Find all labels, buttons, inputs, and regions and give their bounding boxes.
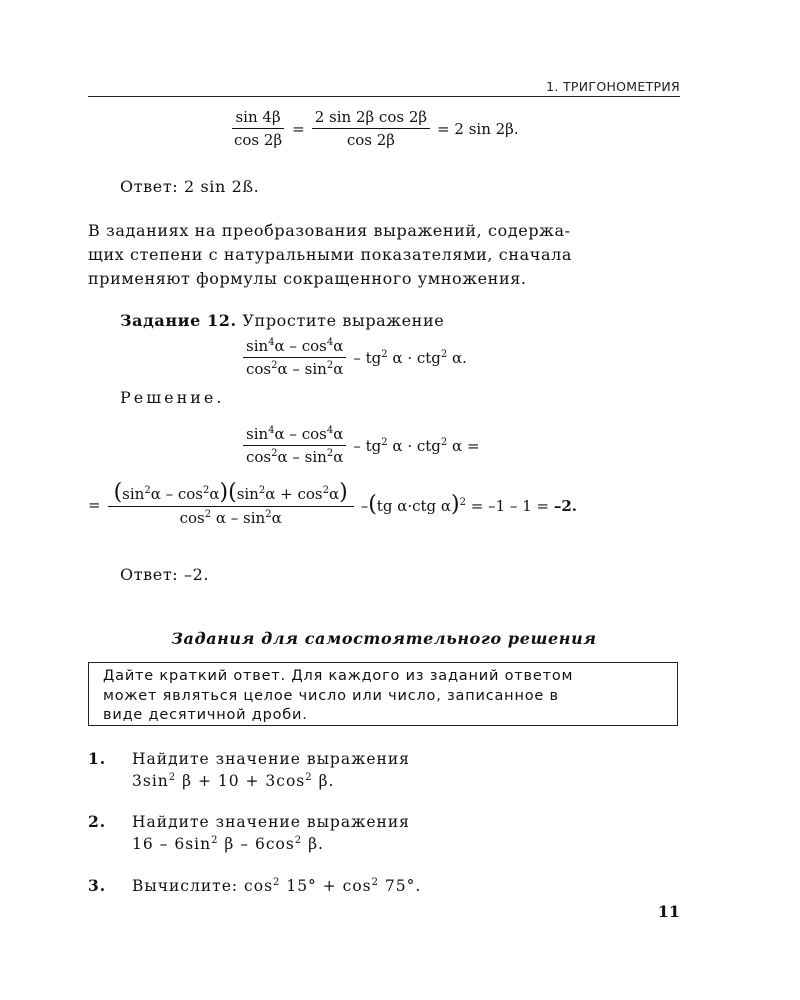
answer-1 <box>120 175 259 199</box>
task-text: Упростите выражение <box>242 311 445 330</box>
paragraph-line: щих степени с натуральными показателями, сначала <box>88 245 572 264</box>
task-label: Задание 12. <box>120 311 237 330</box>
fraction <box>312 108 430 149</box>
numerator: $\sin^4\alpha - \cos^4\alpha$ <box>243 337 346 358</box>
exercise-expression: $16 - 6\sin^2$ β – $6\cos^2$ β. <box>132 835 324 853</box>
fraction <box>243 337 346 378</box>
denominator: $\cos^2 \alpha - \sin^2\alpha$ <box>179 509 282 527</box>
box-line: может являться целое число или число, записанное в <box>103 687 559 704</box>
numerator: $\sin^4\alpha - \cos^4\alpha$ <box>243 425 346 446</box>
exercise-title: Найдите значение выражения <box>132 750 410 768</box>
paragraph-line: применяют формулы сокращенного умножения. <box>88 269 527 288</box>
denominator: $\cos^2\alpha - \sin^2\alpha$ <box>246 448 344 466</box>
exercise-number: 2. <box>88 812 107 831</box>
page-number: 11 <box>657 902 680 921</box>
box-line: Дайте краткий ответ. Для каждого из заданий ответом <box>103 668 574 684</box>
instruction-box <box>88 662 678 726</box>
exercise-body <box>132 748 410 792</box>
box-line: виде десятичной дроби. <box>103 707 308 723</box>
fraction <box>231 108 285 149</box>
running-header: 1. ТРИГОНОМЕТРИЯ <box>546 79 680 94</box>
answer-2 <box>120 563 209 587</box>
numerator: 2 sin 2β cos 2β <box>312 108 430 129</box>
exercise-body <box>132 811 410 855</box>
denominator: cos 2β <box>346 131 395 149</box>
expression-tail: –(tg α·ctg α)$^2$ = –1 – 1 = –2. <box>360 491 578 517</box>
exercise-title: Найдите значение выражения <box>132 813 410 831</box>
answer-value: –2. <box>183 565 210 584</box>
section-title: Задания для самостоятельного решения <box>171 629 597 648</box>
exercise-body <box>132 875 421 897</box>
answer-value: 2 sin 2ß. <box>183 177 260 196</box>
answer-label: Ответ: <box>120 565 179 584</box>
task-12-expression <box>240 337 471 378</box>
denominator: $\cos^2\alpha - \sin^2\alpha$ <box>246 360 344 378</box>
task-12-heading <box>120 309 444 333</box>
exercise-title: Вычислите: $\cos^2 15^\circ + \cos^2 75^\circ$. <box>132 877 422 895</box>
header-rule <box>88 96 680 97</box>
numerator: sin 4β <box>232 108 283 129</box>
exercise-number: 1. <box>88 749 107 768</box>
exercise-number: 3. <box>88 876 107 895</box>
paragraph-line: В заданиях на преобразования выражений, содержа- <box>88 221 571 240</box>
expression-tail: – $tg^2$ α · ctg$^2$ α = <box>353 436 480 455</box>
equals-sign: = <box>292 119 305 138</box>
answer-label: Ответ: <box>120 177 179 196</box>
solution-line-2 <box>88 482 581 527</box>
formula-sin4b <box>228 108 523 149</box>
fraction <box>243 425 346 466</box>
solution-line-1 <box>240 425 484 466</box>
intro-paragraph <box>88 219 680 291</box>
exercise-expression: $3\sin^2$ $\beta + 10 + 3\cos^2$ β. <box>132 772 335 790</box>
denominator: cos 2β <box>234 131 283 149</box>
solution-label: Решение. <box>120 388 225 407</box>
equals-sign: = <box>88 495 101 514</box>
fraction <box>108 482 354 527</box>
formula-result: = 2 sin 2β. <box>437 119 519 138</box>
expression-tail: – $tg^2$ α · ctg$^2$ α. <box>353 348 467 367</box>
numerator: $(\sin^2\alpha - \cos^2\alpha)(\sin^2\alpha + \cos^2\alpha)$ <box>108 482 354 507</box>
